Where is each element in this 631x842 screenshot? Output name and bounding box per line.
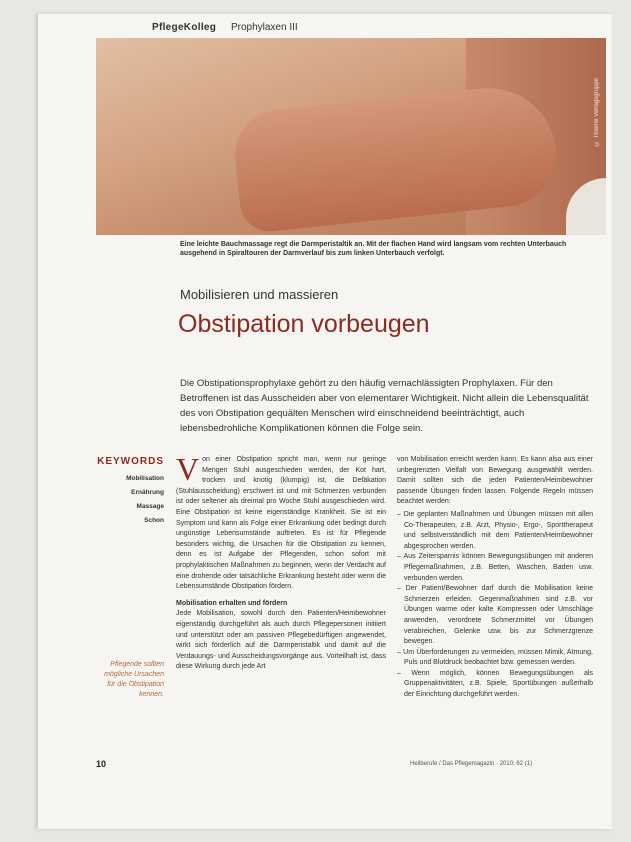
keywords-heading: KEYWORDS [97,456,164,467]
list-item: – Die geplanten Maßnahmen und Übungen müssen mit allen Co-Therapeuten, z.B. Arzt, Physio-, Ergo-, Sporttherapeut und selbstverständlich mit dem Patienten/Heimbewohner abgesprochen werden. [397,510,593,552]
keywords-box [96,456,164,528]
list-item: – Der Patient/Bewohner darf durch die Mobilisation keine Schmerzen erleiden. Gegenmaßnahmen sind z.B. vor Übungen warme oder kalte Kompressen oder Umschläge anwenden, verordnete Schmerzmittel vor Übungen verabreichen, Gelenke usw. bis zur Schmerzgrenze bewegen. [397,584,593,648]
photo-credit: © Thieme Verlagsgruppe [594,78,600,146]
body-paragraph: von Mobilisation erreicht werden kann. Es kann also aus einer unbegrenzten Vielfalt von Bewegung ausgewählt werden. Damit sollten sich die jeden Patienten/Heimbewohner passende Übungen finden lassen. Folgende Regeln müssen beachtet werden: [397,456,593,506]
keyword-item: Massage [136,503,164,510]
header-brand: PflegeKolleg [152,22,217,33]
body-subheading: Mobilisation erhalten und fördern [176,599,288,607]
rule-list [397,510,593,701]
photo-caption: Eine leichte Bauchmassage regt die Darmperistaltik an. Mit der flachen Hand wird langsam vom rechten Unterbauch ausgehend in Spiraltouren der Darmverlauf bis zum linken Unterbauch verfolgt. [180,241,567,257]
article-title: Obstipation vorbeugen [178,310,430,338]
body-paragraph: on einer Obstipation spricht man, wenn nur geringe Mengen Stuhl ausgeschieden werden, der Kot hart, trocken und knotig (klumpig) ist, die Defäkation (Stuhlausscheidung) erschwert ist und mit Schmerzen verbunden ist oder seltener als dreimal pro Woche Stuhl ausgeschieden wird. Eine Obstipation ist keine eigenständige Krankheit. Sie ist ein Symptom und kann als Folge einer Erkrankung oder bedingt durch ungünstige Lebensumstände auftreten. Es ist für Pflegende besonders wichtig, die Ursachen für die Obstipation zu kennen, denn es ist Aufgabe der Pflegenden, schon sofort mit prophylaktischen Maßnahmen zu beginnen, wenn der Verdacht auf eine drohende oder tatsächliche Erkrankung besteht oder wenn die Lebensumstände Obstipation fördern. [176,456,386,591]
header-section: Prophylaxen III [230,22,298,33]
article-lead: Die Obstipationsprophylaxe gehört zu den häufig vernachlässigten Prophylaxen. Für den Betroffenen ist das Ausscheiden aber von elementarer Wichtigkeit. Nicht allein die Lebensqualität des von Obstipation gequälten Menschen wird einschneidend beeinträchtigt, auch lebensbedrohliche Komplikationen können die Folge sein. [180,378,589,434]
body-paragraph: Jede Mobilisation, sowohl durch den Patienten/Heimbewohner eigenständig durchgeführt als auch durch Pflegepersonen initiiert und unterstützt oder am passiven Pflegebedürftigen angewendet, wirkt sich förderlich auf die Darmperistaltik und damit auf die Verdauungs- und Ausscheidungsvorgänge aus. Vorteilhaft ist, dass diese Wirkung durch jede Art [176,610,386,671]
body-column-1 [176,451,386,673]
list-item: – Aus Zeitersparnis können Bewegungsübungen mit anderen Pflegemaßnahmen, z.B. Betten, Waschen, Baden usw. verbunden werden. [397,552,593,584]
list-item: – Wenn möglich, können Bewegungsübungen als Gruppenaktivitäten, z.B. Spiele, Sportübungen außerhalb der Einrichtung durchgeführt werden. [397,669,593,701]
running-header [152,22,298,33]
page-number: 10 [96,759,107,769]
pull-quote: Pflegende sollten mögliche Ursachen für die Obstipation kennen. [104,661,164,698]
body-column-2 [397,455,593,701]
drop-cap: V [176,451,200,487]
article-kicker: Mobilisieren und massieren [180,287,339,302]
page-footer: Heilberufe / Das Pflegemagazin · 2010; 62 (1) [410,761,533,767]
list-item: – Um Überforderungen zu vermeiden, müssen Mimik, Atmung, Puls und Blutdruck beobachtet bzw. gemessen werden. [397,648,593,669]
keyword-item: Ernährung [131,489,164,496]
keyword-item: Schon [144,517,164,524]
massage-photo [96,38,606,235]
keyword-item: Mobilisation [126,475,164,482]
